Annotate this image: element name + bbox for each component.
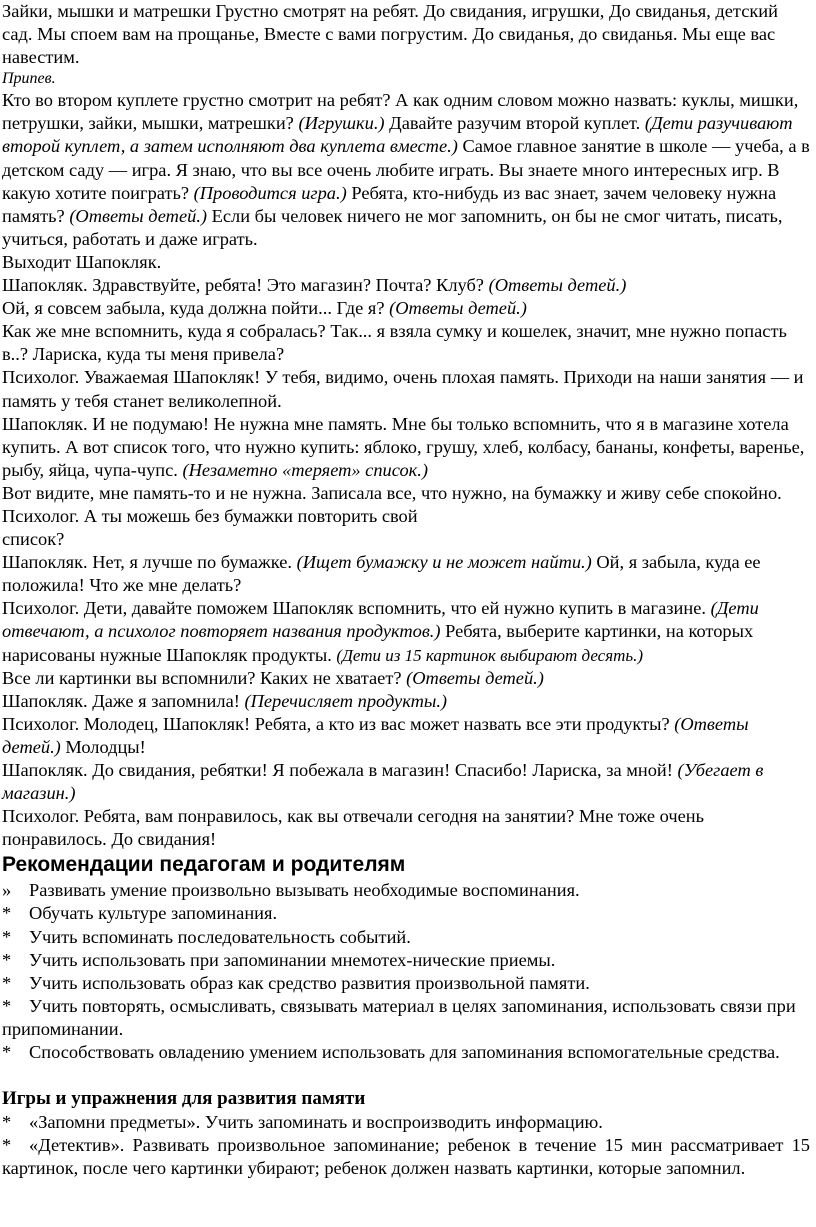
dialogue-line: Как же мне вспомнить, куда я собралась? Так... я взяла сумку и кошелек, значит, мне нужно попасть в..? Лариска, куда ты меня привела?: [2, 321, 787, 365]
dialogue-line: Шапокляк. И не подумаю! Не нужна мне память. Мне бы только вспомнить, что я в магазине хотела купить. А вот список того, что нужно купить: яблоко, грушу, хлеб, колбасу, бананы, конфеты, варенье, рыбу, яйца, чупа-чупс. (Незаметно «теряет» список.): [2, 413, 805, 480]
list-item: * «Запомни предметы». Учить запоминать и воспроизводить информацию.: [2, 1112, 603, 1133]
stage-direction: Выходит Шапокляк.: [2, 251, 162, 272]
list-item: * Учить повторять, осмысливать, связывать материал в целях запоминания, использовать связи при припоминании.: [2, 995, 796, 1039]
list-item: * «Детектив». Развивать произвольное запоминание; ребенок в течение 15 мин рассматривает 15 картинок, после чего картинки убирают; ребенок должен назвать картинки, которые запомнил.: [2, 1135, 810, 1179]
dialogue-line: Ой, я совсем забыла, куда должна пойти... Где я? (Ответы детей.): [2, 298, 527, 319]
dialogue-line: Шапокляк. Даже я запомнила! (Перечисляет продукты.): [2, 690, 448, 711]
section-spacer: [2, 1064, 810, 1087]
list-item: * Учить вспоминать последовательность событий.: [2, 926, 411, 947]
chorus-label: Припев.: [2, 70, 56, 88]
dialogue-line: Все ли картинки вы вспомнили? Каких не хватает? (Ответы детей.): [2, 667, 544, 688]
recommendations-list: [2, 879, 810, 1064]
dialogue-line: Психолог. Молодец, Шапокляк! Ребята, а кто из вас может назвать все эти продукты? (Ответы детей.) Молодцы!: [2, 713, 749, 757]
recommendations-heading: Рекомендации педагогам и родителям: [2, 853, 406, 877]
list-item: * Обучать культуре запоминания.: [2, 903, 278, 924]
games-list: [2, 1111, 810, 1180]
dialogue-line: Шапокляк. Здравствуйте, ребята! Это магазин? Почта? Клуб? (Ответы детей.): [2, 275, 627, 296]
dialogue-line: Психолог. Дети, давайте поможем Шапокляк вспомнить, что ей нужно купить в магазине. (Дети отвечают, а психолог повторяет названия продуктов.) Ребята, выберите картинки, на которых нарисованы нужные Шапокляк продукты. (Дети из 15 картинок выбирают десять.): [2, 598, 759, 665]
dialogue-line: Шапокляк. До свидания, ребятки! Я побежала в магазин! Спасибо! Лариска, за мной! (Убегает в магазин.): [2, 760, 764, 804]
song-verse: Зайки, мышки и матрешки Грустно смотрят на ребят. До свидания, игрушки, До свиданья, детский сад. Мы споем вам на прощанье, Вместе с вами погрустим. До свиданья, до свиданья. Мы еще вас навестим.: [2, 1, 778, 68]
dialogue-line: список?: [2, 529, 65, 550]
list-item: * Учить использовать при запоминании мнемотех-нические приемы.: [2, 949, 556, 970]
dialogue-line: Шапокляк. Нет, я лучше по бумажке. (Ищет бумажку и не может найти.) Ой, я забыла, куда ее положила! Что же мне делать?: [2, 552, 761, 596]
dialogue-line: Психолог. Уважаемая Шапокляк! У тебя, видимо, очень плохая память. Приходи на наши занятия — и память у тебя станет великолепной.: [2, 367, 804, 411]
games-heading: Игры и упражнения для развития памяти: [2, 1088, 366, 1110]
dialogue-line: Психолог. А ты можешь без бумажки повторить свой: [2, 505, 418, 526]
list-item: * Учить использовать образ как средство развития произвольной памяти.: [2, 972, 590, 993]
list-item: » Развивать умение произвольно вызывать необходимые воспоминания.: [2, 880, 580, 901]
dialogue-line: Вот видите, мне память-то и не нужна. Записала все, что нужно, на бумажку и живу себе спокойно.: [2, 482, 782, 503]
list-item: * Способствовать овладению умением использовать для запоминания вспомогательные средства.: [2, 1042, 780, 1063]
paragraph-second-verse: Кто во втором куплете грустно смотрит на ребят? А как одним словом можно назвать: куклы, мишки, петрушки, зайки, мышки, матрешки? (Игрушки.) Давайте разучим второй куплет. (Дети разучивают второй куплет, а затем исполняют два куплета вместе.) Самое главное занятие в школе — учеба, а в детском саду — игра. Я знаю, что вы все очень любите играть. Вы знаете много интересных игр. В какую хотите поиграть? (Проводится игра.) Ребята, кто-нибудь из вас знает, зачем человеку нужна память? (Ответы детей.) Если бы человек ничего не мог запомнить, он бы не смог читать, писать, учиться, работать и даже играть.: [2, 90, 810, 249]
dialogue-line: Психолог. Ребята, вам понравилось, как вы отвечали сегодня на занятии? Мне тоже очень понравилось. До свидания!: [2, 806, 704, 850]
